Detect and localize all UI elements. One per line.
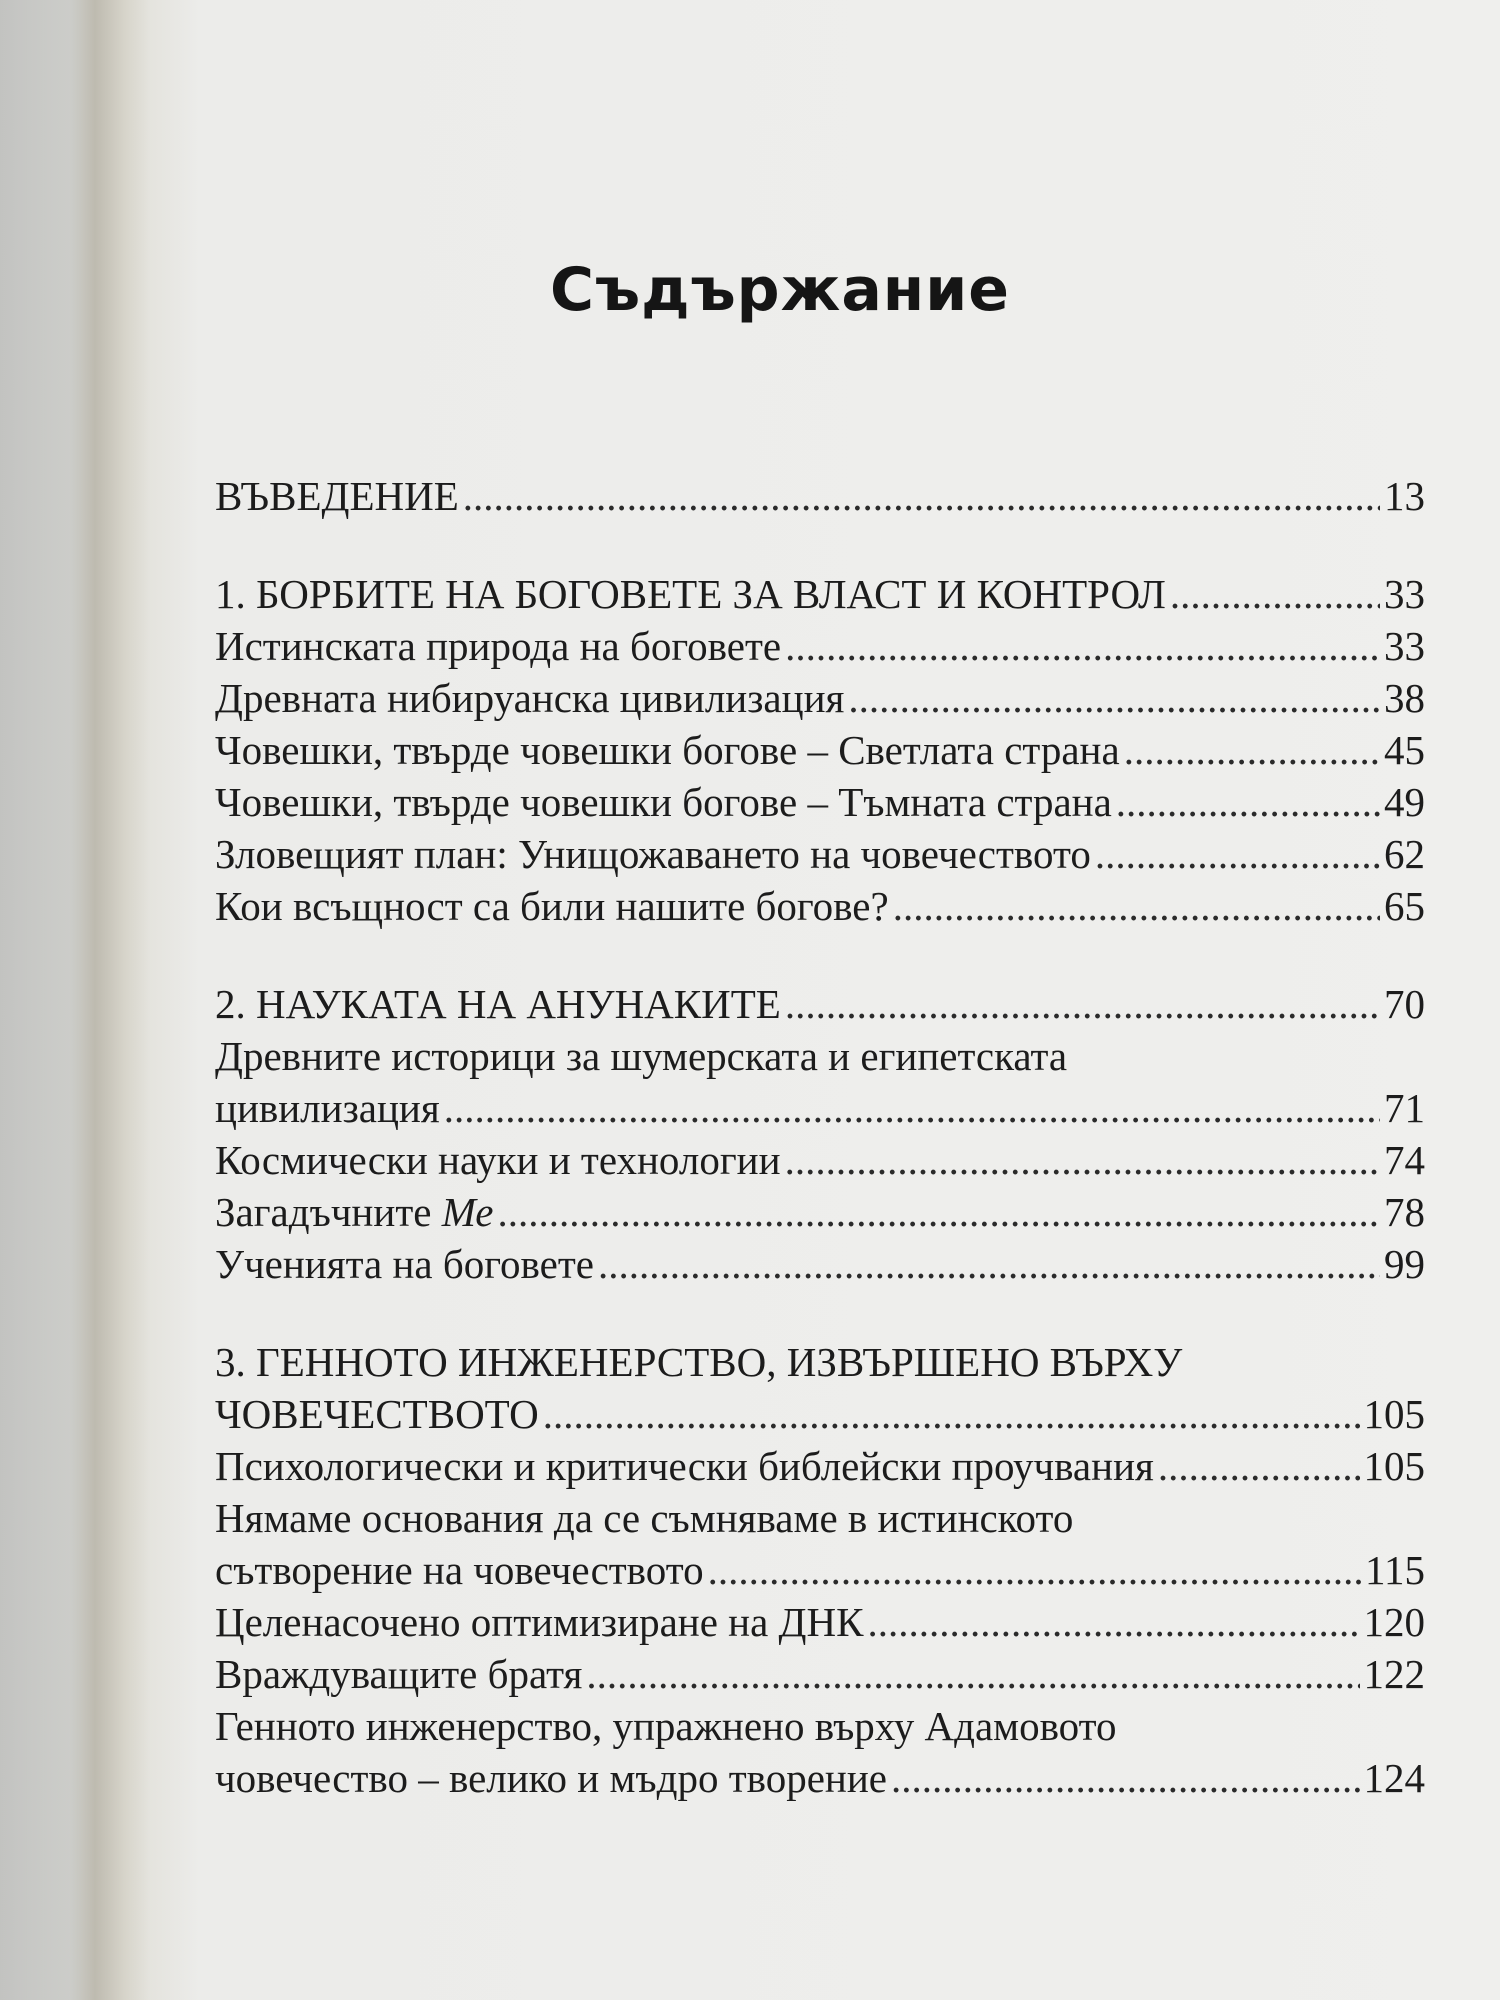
chapter-title-first-line: 3. ГЕННОТО ИНЖЕНЕРСТВО, ИЗВЪРШЕНО ВЪРХУ — [215, 1339, 1183, 1385]
toc-entry-label-prefix: Загадъчните — [215, 1189, 442, 1235]
toc-page-number: 120 — [1363, 1599, 1425, 1645]
toc-entry-label: цивилизация — [215, 1085, 440, 1131]
toc-page-number: 78 — [1384, 1189, 1425, 1235]
toc-entry — [215, 1544, 1425, 1596]
leader-dots — [785, 620, 1380, 672]
toc-entry-label: сътворение на човечеството — [215, 1547, 704, 1593]
toc-entry-label: Целенасочено оптимизиране на ДНК — [215, 1599, 864, 1645]
leader-dots — [1170, 568, 1380, 620]
toc-page-number: 99 — [1384, 1241, 1425, 1287]
leader-dots — [444, 1082, 1380, 1134]
toc-entry-label: Кои всъщност са били нашите богове? — [215, 883, 889, 929]
toc-entry — [215, 1752, 1425, 1804]
toc-entry — [215, 1082, 1425, 1134]
toc-entry-first-line: Нямаме основания да се съмняваме в истинското — [215, 1495, 1074, 1541]
table-of-contents — [215, 470, 1425, 1804]
toc-entry — [215, 1134, 1425, 1186]
toc-entry-label: Човешки, твърде човешки богове – Тъмната страна — [215, 779, 1112, 825]
toc-entry — [215, 1186, 1425, 1238]
toc-page-number: 124 — [1363, 1755, 1425, 1801]
leader-dots — [867, 1596, 1359, 1648]
leader-dots — [1124, 724, 1380, 776]
chapter-title: 2. НАУКАТА НА АНУНАКИТЕ — [215, 981, 781, 1027]
toc-entry-first-line: Древните историци за шумерската и египетската — [215, 1033, 1068, 1079]
toc-entry — [215, 828, 1425, 880]
toc-entry-label: ВЪВЕДЕНИЕ — [215, 473, 459, 519]
toc-entry-label: Космически науки и технологии — [215, 1137, 781, 1183]
toc-entry-label: Древната нибируанска цивилизация — [215, 675, 845, 721]
toc-chapter-2 — [215, 978, 1425, 1030]
leader-dots — [586, 1648, 1359, 1700]
toc-entry-label: човечество – велико и мъдро творение — [215, 1755, 887, 1801]
toc-page-number: 71 — [1384, 1085, 1425, 1131]
toc-entry-label — [215, 1186, 493, 1238]
toc-entry — [215, 1596, 1425, 1648]
leader-dots — [1116, 776, 1380, 828]
toc-page-number: 115 — [1365, 1547, 1425, 1593]
toc-page-number: 62 — [1384, 831, 1425, 877]
toc-entry-label: Зловещият план: Унищожаването на човечеството — [215, 831, 1091, 877]
toc-page-number: 13 — [1384, 473, 1425, 519]
toc-entry — [215, 776, 1425, 828]
leader-dots — [848, 672, 1380, 724]
toc-entry-intro — [215, 470, 1425, 522]
toc-page-number: 45 — [1384, 727, 1425, 773]
toc-entry-label: Психологически и критически библейски проучвания — [215, 1443, 1154, 1489]
toc-page-number: 33 — [1384, 623, 1425, 669]
toc-entry-label: Истинската природа на боговете — [215, 623, 782, 669]
toc-entry-label: Ученията на боговете — [215, 1241, 594, 1287]
toc-page-number: 74 — [1384, 1137, 1425, 1183]
toc-entry — [215, 1238, 1425, 1290]
toc-entry — [215, 672, 1425, 724]
chapter-title: ЧОВЕЧЕСТВОТО — [215, 1391, 539, 1437]
leader-dots — [785, 978, 1380, 1030]
toc-page-number: 105 — [1363, 1391, 1425, 1437]
toc-page-number: 38 — [1384, 675, 1425, 721]
toc-chapter-1 — [215, 568, 1425, 620]
leader-dots — [598, 1238, 1380, 1290]
leader-dots — [497, 1186, 1380, 1238]
toc-entry-label: Враждуващите братя — [215, 1651, 583, 1697]
toc-entry — [215, 1648, 1425, 1700]
leader-dots — [543, 1388, 1360, 1440]
chapter-title: 1. БОРБИТЕ НА БОГОВЕТЕ ЗА ВЛАСТ И КОНТРОЛ — [215, 571, 1166, 617]
toc-entry — [215, 724, 1425, 776]
toc-entry-label: Човешки, твърде човешки богове – Светлата страна — [215, 727, 1120, 773]
toc-page-number: 105 — [1363, 1443, 1425, 1489]
toc-page-number: 49 — [1384, 779, 1425, 825]
toc-chapter-3 — [215, 1388, 1425, 1440]
toc-entry — [215, 620, 1425, 672]
leader-dots — [463, 470, 1380, 522]
toc-page-number: 122 — [1363, 1651, 1425, 1697]
toc-page-number: 70 — [1384, 981, 1425, 1027]
leader-dots — [893, 880, 1380, 932]
toc-entry — [215, 1440, 1425, 1492]
leader-dots — [1158, 1440, 1360, 1492]
toc-entry — [215, 880, 1425, 932]
toc-entry-label-italic: Ме — [441, 1189, 494, 1235]
leader-dots — [891, 1752, 1360, 1804]
leader-dots — [785, 1134, 1380, 1186]
toc-page-number: 33 — [1384, 571, 1425, 617]
leader-dots — [1095, 828, 1380, 880]
toc-entry-first-line: Генното инженерство, упражнено върху Адамовото — [215, 1703, 1117, 1749]
toc-page-number: 65 — [1384, 883, 1425, 929]
leader-dots — [708, 1544, 1361, 1596]
page-title: Съдържание — [550, 255, 1010, 325]
